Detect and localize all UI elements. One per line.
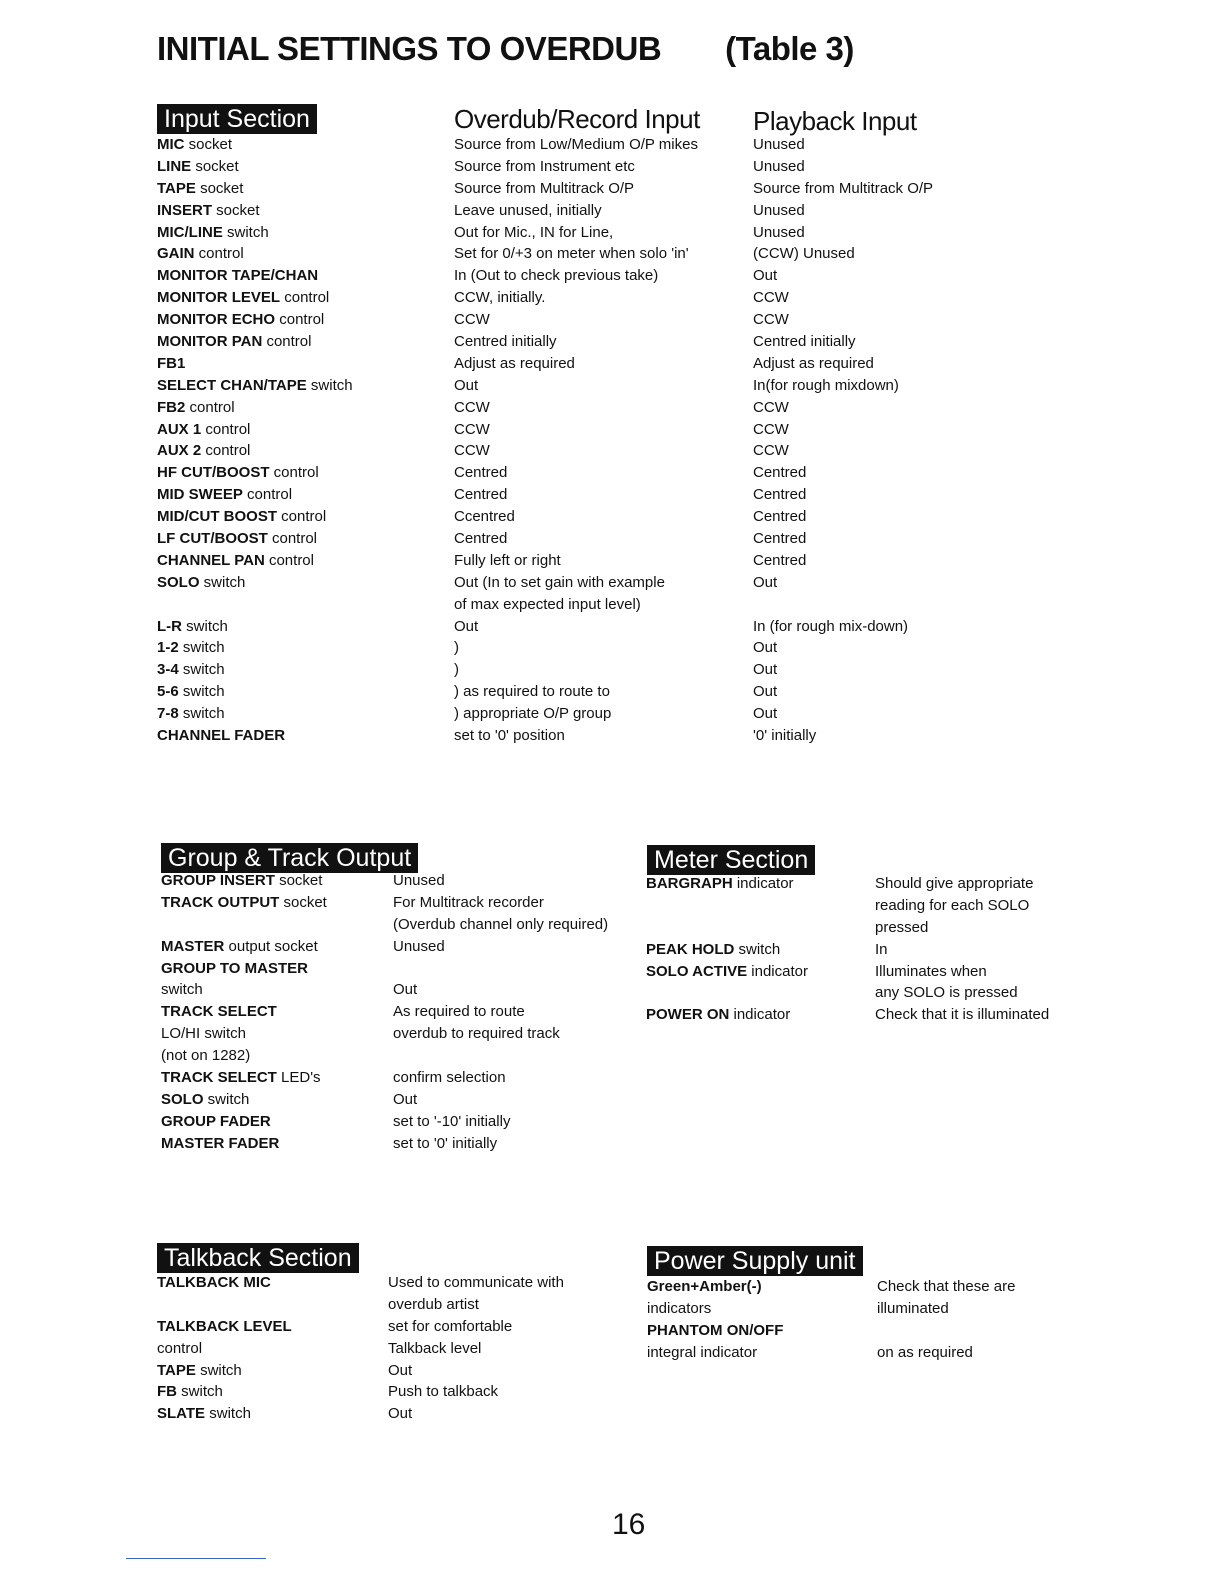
setting-name: TRACK SELECT — [161, 1003, 277, 1021]
setting-type: control — [185, 398, 235, 416]
overdub-value: Fully left or right — [454, 551, 561, 569]
setting-label — [157, 419, 353, 441]
playback-value: Out — [753, 705, 778, 723]
setting-label — [646, 939, 808, 961]
setting-type: switch — [161, 981, 203, 999]
setting-name: LF CUT/BOOST — [157, 530, 268, 548]
setting-name: AUX 1 — [157, 420, 202, 438]
setting-type: switch — [177, 1383, 223, 1401]
playback-value: CCW — [753, 289, 789, 307]
setting-name: FB — [157, 1383, 177, 1401]
setting-type: switch — [195, 1361, 242, 1379]
setting-label — [157, 528, 353, 550]
setting-name: AUX 2 — [157, 442, 202, 460]
setting-label — [161, 1023, 327, 1045]
setting-type: switch — [205, 1405, 251, 1423]
playback-value: Adjust as required — [753, 354, 874, 372]
setting-type: socket — [195, 179, 244, 197]
setting-type: switch — [178, 661, 225, 679]
overdub-value: CCW — [454, 420, 490, 438]
setting-label — [157, 637, 353, 659]
setting-name: PHANTOM ON/OFF — [647, 1321, 784, 1339]
setting-type: switch — [222, 223, 269, 241]
setting-type: LO/HI switch — [161, 1025, 247, 1043]
overdub-value: Source from Low/Medium O/P mikes — [454, 136, 698, 153]
setting-type: switch — [306, 376, 353, 394]
overdub-value: CCW — [454, 311, 490, 329]
talkback-value: Out — [388, 1405, 413, 1423]
setting-label — [157, 353, 353, 375]
footer-line — [126, 1558, 266, 1559]
setting-type: switch — [178, 639, 225, 657]
setting-label — [161, 1133, 327, 1155]
setting-label — [157, 550, 353, 572]
setting-type: socket — [274, 872, 323, 889]
setting-type: switch — [182, 617, 228, 635]
group-value: For Multitrack recorder — [393, 893, 544, 911]
setting-label — [161, 1045, 327, 1067]
playback-column-header: Playback Input — [753, 106, 917, 136]
meter-value: Check that it is illuminated — [875, 1006, 1050, 1024]
setting-type: control — [267, 530, 318, 548]
setting-label — [157, 265, 353, 287]
setting-name: GROUP INSERT — [161, 872, 275, 889]
setting-name: MONITOR TAPE/CHAN — [157, 267, 319, 285]
overdub-value: Leave unused, initially — [454, 201, 602, 219]
setting-label — [157, 659, 353, 681]
setting-name: GAIN — [157, 245, 195, 263]
meter-value: Should give appropriate — [875, 875, 1034, 892]
setting-label — [157, 725, 353, 747]
playback-value: Out — [753, 639, 778, 657]
playback-value: '0' initially — [753, 727, 817, 745]
overdub-value: Out — [454, 617, 479, 635]
setting-label — [157, 616, 353, 638]
playback-value: CCW — [753, 442, 789, 460]
meter-section-header: Meter Section — [647, 845, 815, 875]
setting-label — [157, 440, 353, 462]
overdub-value: Out for Mic., IN for Line, — [454, 223, 614, 241]
meter-value: Illuminates when — [875, 962, 987, 980]
group-value: Unused — [393, 872, 445, 889]
setting-label — [161, 1089, 327, 1111]
playback-value: Unused — [753, 201, 805, 219]
setting-type: control — [201, 442, 251, 460]
talkback-value: Talkback level — [388, 1339, 482, 1357]
setting-label — [157, 309, 353, 331]
setting-name: LINE — [157, 157, 192, 175]
talkback-values-column — [388, 1272, 564, 1425]
overdub-value: Source from Multitrack O/P — [454, 179, 635, 197]
group-value — [393, 1045, 608, 1067]
setting-name: MIC/LINE — [157, 223, 223, 241]
playback-value: Centred — [753, 551, 807, 569]
overdub-value: Centred — [454, 530, 508, 548]
setting-name: Green+Amber(-) — [647, 1278, 762, 1295]
setting-name: 5-6 — [157, 683, 179, 701]
setting-label — [157, 1360, 292, 1382]
overdub-value: CCW — [454, 398, 490, 416]
setting-type: control — [242, 486, 293, 504]
setting-name: MONITOR ECHO — [157, 311, 276, 329]
overdub-value: ) as required to route to — [454, 683, 610, 701]
group-value: set to '0' initially — [393, 1134, 498, 1152]
setting-type: control — [277, 508, 327, 526]
setting-label — [646, 873, 808, 895]
playback-value: CCW — [753, 420, 789, 438]
setting-label — [157, 397, 353, 419]
setting-label — [157, 222, 353, 244]
setting-label — [157, 572, 353, 594]
setting-label — [157, 703, 353, 725]
group-value: set to '-10' initially — [393, 1112, 511, 1130]
setting-name: CHANNEL FADER — [157, 727, 286, 745]
group-value: Unused — [393, 937, 445, 955]
setting-label — [157, 506, 353, 528]
setting-type: control — [269, 464, 319, 482]
setting-label — [157, 462, 353, 484]
setting-type: switch — [203, 1090, 250, 1108]
setting-label — [157, 200, 353, 222]
power-section-header: Power Supply unit — [647, 1246, 863, 1276]
setting-label — [157, 1403, 292, 1425]
power-value — [877, 1320, 1015, 1342]
overdub-value: Adjust as required — [454, 354, 575, 372]
setting-name: 3-4 — [157, 661, 179, 679]
setting-name: TAPE — [157, 179, 196, 197]
overdub-value: Set for 0/+3 on meter when solo 'in' — [454, 245, 689, 263]
group-values-column — [393, 870, 608, 1155]
setting-label — [646, 917, 808, 939]
setting-label — [157, 1338, 292, 1360]
group-names-column — [161, 870, 327, 1155]
setting-label — [157, 375, 353, 397]
meter-names-column — [646, 873, 808, 1026]
playback-value: In (for rough mix-down) — [753, 617, 909, 635]
input-section-header: Input Section — [157, 104, 317, 134]
setting-label — [646, 982, 808, 1004]
setting-label — [161, 1111, 327, 1133]
table-label: (Table 3) — [725, 30, 854, 67]
overdub-value: ) — [454, 661, 459, 679]
overdub-value: ) appropriate O/P group — [454, 705, 612, 723]
setting-label — [157, 178, 353, 200]
setting-label — [161, 979, 327, 1001]
setting-name: GROUP FADER — [161, 1112, 271, 1130]
setting-name: CHANNEL PAN — [157, 551, 265, 569]
setting-type: control — [275, 311, 325, 329]
group-value: (Overdub channel only required) — [393, 915, 609, 933]
group-value: confirm selection — [393, 1069, 506, 1087]
setting-type: socket — [212, 201, 260, 219]
playback-value: Unused — [753, 157, 805, 175]
meter-value: reading for each SOLO — [875, 896, 1030, 914]
meter-value: pressed — [875, 918, 929, 936]
setting-name: FB2 — [157, 398, 186, 416]
setting-label — [646, 1004, 808, 1026]
setting-type: indicator — [747, 962, 808, 980]
playback-value: Unused — [753, 223, 805, 241]
setting-type: integral indicator — [647, 1343, 758, 1361]
input-playback-column — [753, 134, 933, 747]
setting-name: TRACK SELECT — [161, 1069, 277, 1087]
overdub-value: of max expected input level) — [454, 595, 641, 613]
playback-value: (CCW) Unused — [753, 245, 855, 263]
page-title — [157, 30, 854, 68]
playback-value: Centred — [753, 464, 807, 482]
setting-type: socket — [279, 893, 327, 911]
setting-name: MIC — [157, 136, 185, 153]
talkback-value: Push to talkback — [388, 1383, 499, 1401]
setting-type: LED's — [276, 1069, 321, 1087]
setting-name: MONITOR LEVEL — [157, 289, 281, 307]
setting-label — [157, 287, 353, 309]
setting-name: MASTER FADER — [161, 1134, 280, 1152]
setting-type: (not on 1282) — [161, 1047, 251, 1065]
playback-value: Centred — [753, 530, 807, 548]
power-value: Check that these are — [877, 1278, 1016, 1295]
setting-label — [646, 961, 808, 983]
overdub-value: set to '0' position — [454, 727, 565, 745]
setting-type: control — [264, 551, 314, 569]
setting-label — [157, 484, 353, 506]
power-values-column — [877, 1276, 1015, 1364]
overdub-value: Out (In to set gain with example — [454, 573, 665, 591]
meter-value: any SOLO is pressed — [875, 984, 1018, 1002]
playback-value: Out — [753, 683, 778, 701]
playback-value: Out — [753, 267, 778, 285]
setting-name: L-R — [157, 617, 182, 635]
setting-name: SOLO — [161, 1090, 204, 1108]
setting-type: control — [280, 289, 330, 307]
playback-value: CCW — [753, 311, 789, 329]
setting-label — [161, 914, 327, 936]
setting-type: control — [262, 333, 312, 351]
setting-name: TALKBACK LEVEL — [157, 1317, 292, 1335]
setting-name: INSERT — [157, 201, 213, 219]
setting-name: TRACK OUTPUT — [161, 893, 280, 911]
input-overdub-column — [454, 134, 698, 747]
playback-value — [753, 594, 933, 616]
talkback-section-header: Talkback Section — [157, 1243, 359, 1273]
setting-name: MONITOR PAN — [157, 333, 263, 351]
overdub-value: Centred initially — [454, 333, 557, 351]
setting-name: GROUP TO MASTER — [161, 959, 308, 977]
setting-type: control — [157, 1339, 203, 1357]
group-value: Out — [393, 981, 418, 999]
setting-label — [161, 936, 327, 958]
setting-name: SLATE — [157, 1405, 206, 1423]
overdub-value: Centred — [454, 486, 508, 504]
setting-label — [647, 1276, 783, 1298]
setting-label — [161, 1001, 327, 1023]
setting-type: switch — [178, 683, 225, 701]
overdub-value: Out — [454, 376, 479, 394]
setting-label — [647, 1298, 783, 1320]
setting-label — [157, 1294, 292, 1316]
setting-label — [157, 331, 353, 353]
setting-type: indicator — [732, 875, 794, 892]
talkback-value: set for comfortable — [388, 1317, 513, 1335]
setting-name: POWER ON — [646, 1006, 730, 1024]
setting-label — [157, 594, 353, 616]
setting-label — [647, 1320, 783, 1342]
setting-label — [161, 870, 327, 892]
meter-values-column — [875, 873, 1049, 1026]
overdub-column-header: Overdub/Record Input — [454, 104, 700, 134]
setting-type: socket — [184, 136, 233, 153]
talkback-names-column — [157, 1272, 292, 1425]
setting-label — [157, 134, 353, 156]
setting-type: switch — [178, 705, 225, 723]
talkback-value: Used to communicate with — [388, 1274, 564, 1291]
setting-type: indicator — [729, 1006, 791, 1024]
playback-value: Centred — [753, 508, 807, 526]
setting-label — [161, 958, 327, 980]
setting-name: BARGRAPH — [646, 875, 733, 892]
meter-value: In — [875, 940, 888, 958]
setting-label — [647, 1342, 783, 1364]
group-value: As required to route — [393, 1003, 525, 1021]
playback-value: Centred initially — [753, 333, 856, 351]
setting-name: SOLO — [157, 573, 200, 591]
group-value — [393, 958, 608, 980]
power-value: on as required — [877, 1343, 973, 1361]
power-value: illuminated — [877, 1299, 949, 1317]
setting-name: TALKBACK MIC — [157, 1274, 271, 1291]
setting-type: switch — [734, 940, 781, 958]
power-names-column — [647, 1276, 783, 1364]
input-names-column — [157, 134, 353, 747]
setting-type: switch — [199, 573, 246, 591]
overdub-value: Ccentred — [454, 508, 515, 526]
setting-label — [157, 1316, 292, 1338]
overdub-value: CCW, initially. — [454, 289, 546, 307]
setting-label — [646, 895, 808, 917]
playback-value: In(for rough mixdown) — [753, 376, 899, 394]
title-main: INITIAL SETTINGS TO OVERDUB — [157, 30, 662, 67]
talkback-value: Out — [388, 1361, 413, 1379]
setting-type: output socket — [224, 937, 318, 955]
setting-name: HF CUT/BOOST — [157, 464, 270, 482]
setting-label — [157, 243, 353, 265]
setting-name: 7-8 — [157, 705, 179, 723]
setting-type: control — [201, 420, 251, 438]
group-value: overdub to required track — [393, 1025, 560, 1043]
setting-type: indicators — [647, 1299, 712, 1317]
setting-type: control — [194, 245, 244, 263]
setting-label — [161, 1067, 327, 1089]
setting-label — [157, 1381, 292, 1403]
playback-value: Centred — [753, 486, 807, 504]
playback-value: Source from Multitrack O/P — [753, 179, 934, 197]
playback-value: CCW — [753, 398, 789, 416]
setting-label — [157, 156, 353, 178]
overdub-value: Centred — [454, 464, 508, 482]
setting-name: SOLO ACTIVE — [646, 962, 748, 980]
setting-name: MID/CUT BOOST — [157, 508, 277, 526]
overdub-value: ) — [454, 639, 459, 657]
overdub-value: Source from Instrument etc — [454, 157, 635, 175]
playback-value: Out — [753, 573, 778, 591]
setting-name: PEAK HOLD — [646, 940, 735, 958]
talkback-value: overdub artist — [388, 1295, 479, 1313]
setting-name: SELECT CHAN/TAPE — [157, 376, 307, 394]
setting-name: TAPE — [157, 1361, 196, 1379]
setting-label — [157, 1272, 292, 1294]
setting-name: MID SWEEP — [157, 486, 243, 504]
setting-name: MASTER — [161, 937, 225, 955]
group-section-header: Group & Track Output — [161, 843, 418, 873]
setting-name: FB1 — [157, 354, 186, 372]
setting-label — [161, 892, 327, 914]
page-number: 16 — [612, 1508, 646, 1541]
setting-type: socket — [191, 157, 239, 175]
overdub-value: In (Out to check previous take) — [454, 267, 659, 285]
playback-value: Out — [753, 661, 778, 679]
setting-name: 1-2 — [157, 639, 179, 657]
group-value: Out — [393, 1090, 418, 1108]
overdub-value: CCW — [454, 442, 490, 460]
setting-label — [157, 681, 353, 703]
playback-value: Unused — [753, 136, 805, 153]
